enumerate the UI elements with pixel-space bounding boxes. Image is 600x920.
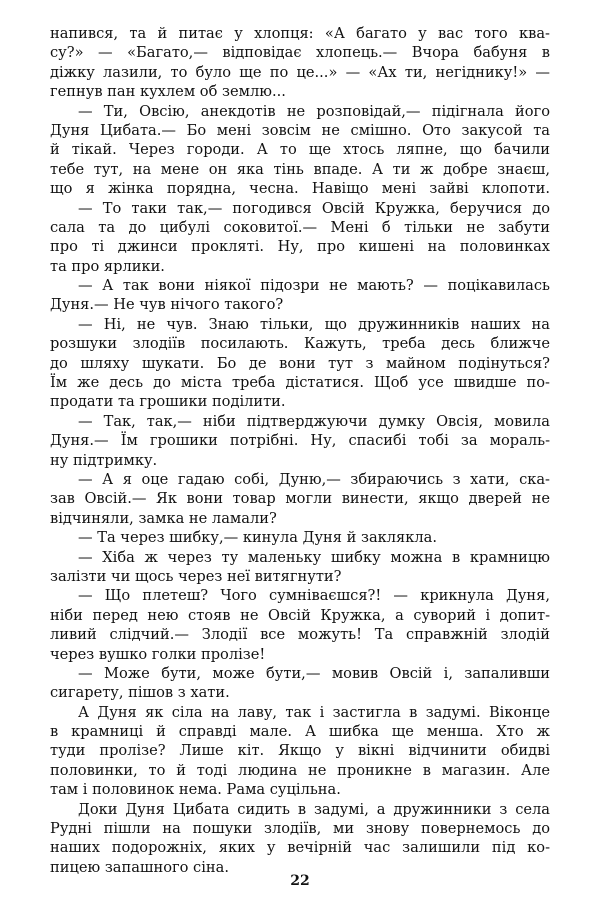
text-line: — А я оце гадаю собі, Дуню,— збираючись з хати, ска- [78, 470, 550, 488]
text-line: тебе тут, на мене он яка тінь впаде. А ти ж добре знаєш, [50, 160, 550, 178]
text-line: половинки, то й тоді людина не проникне в магазин. Але [50, 761, 550, 779]
text-line: та про ярлики. [50, 257, 165, 275]
text-line: — Та через шибку,— кинула Дуня й заклякла. [78, 529, 437, 547]
text-line: до шляху шукати. Бо де вони тут з майном подінуться? [50, 354, 550, 372]
text-line: — Ні, не чув. Знаю тільки, що дружинників наших на [78, 315, 550, 333]
text-line: — Що плетеш? Чого сумніваєшся?! — крикнула Дуня, [78, 587, 550, 605]
text-line: Доки Дуня Цибата сидить в задумі, а дружинники з села [78, 800, 550, 818]
text-line: су?» — «Багато,— відповідає хлопець.— Вчора бабуня в [50, 44, 550, 62]
text-line: пицею запашного сіна. [50, 858, 229, 876]
text-line: розшуки злодіїв посилають. Кажуть, треба десь ближче [50, 335, 550, 353]
text-line: — Може бути, може бути,— мовив Овсій і, запаливши [78, 664, 550, 682]
page-number: 22 [290, 873, 310, 889]
text-line: через вушко голки пролізе! [50, 645, 266, 663]
text-line: продати та грошики поділити. [50, 393, 286, 411]
text-line: залізти чи щось через неї витягнути? [50, 567, 342, 585]
text-line: напився, та й питає у хлопця: «А багато у вас того ква- [50, 25, 550, 42]
text-line: там і половинок нема. Рама суцільна. [50, 781, 341, 799]
text-line: відчиняли, замка не ламали? [50, 509, 277, 527]
text-line: що я жінка порядна, чесна. Навіщо мені зайві клопоти. [50, 180, 550, 198]
text-line: ливий слідчий.— Злодії все можуть! Та справжній злодій [50, 626, 550, 644]
text-line: й тікай. Через городи. А то ще хтось ляпне, що бачили [50, 141, 550, 159]
text-line: сала та до цибулі соковитої.— Мені б тільки не забути [50, 218, 550, 236]
text-line: діжку лазили, то було ще по це...» — «Ах ти, негіднику!» — [50, 63, 550, 81]
text-line: ніби перед нею стояв не Овсій Кружка, а суворий і допит- [50, 606, 550, 624]
text-line: про ті джинси прокляті. Ну, про кишені на половинках [50, 238, 550, 256]
text-line: Дуня Цибата.— Бо мені зовсім не смішно. Ото закусой та [50, 121, 550, 139]
text-line: сигарету, пішов з хати. [50, 684, 230, 702]
body-text [50, 24, 550, 877]
text-line: Їм же десь до міста треба дістатися. Щоб усе швидше по- [50, 374, 550, 392]
text-line: Дуня.— Не чув нічого такого? [50, 296, 284, 314]
text-line: ну підтримку. [50, 451, 158, 469]
text-line: в крамниці й справді мале. А шибка ще менша. Хто ж [50, 723, 550, 741]
text-line: Дуня.— Їм грошики потрібні. Ну, спасибі тобі за мораль- [50, 432, 550, 450]
text-line: туди пролізе? Лише кіт. Якщо у вікні відчинити обидві [50, 742, 550, 760]
text-line: зав Овсій.— Як вони товар могли винести, якщо дверей не [50, 490, 550, 508]
text-line: гепнув пан кухлем об землю... [50, 83, 286, 101]
text-line: наших подорожніх, яких у вечірній час залишили під ко- [50, 839, 550, 857]
text-line: — То таки так,— погодився Овсій Кружка, беручися до [78, 199, 550, 217]
text-line: — Хіба ж через ту маленьку шибку можна в крамницю [78, 548, 550, 566]
text-line: Рудні пішли на пошуки злодіїв, ми знову повернемось до [50, 820, 550, 838]
text-line: — Так, так,— ніби підтверджуючи думку Овсія, мовила [78, 412, 550, 430]
text-line: — Ти, Овсію, анекдотів не розповідай,— підігнала його [78, 102, 550, 120]
text-line: А Дуня як сіла на лаву, так і застигла в задумі. Віконце [78, 703, 550, 721]
text-line: — А так вони ніякої підозри не мають? — поцікавилась [78, 277, 550, 295]
